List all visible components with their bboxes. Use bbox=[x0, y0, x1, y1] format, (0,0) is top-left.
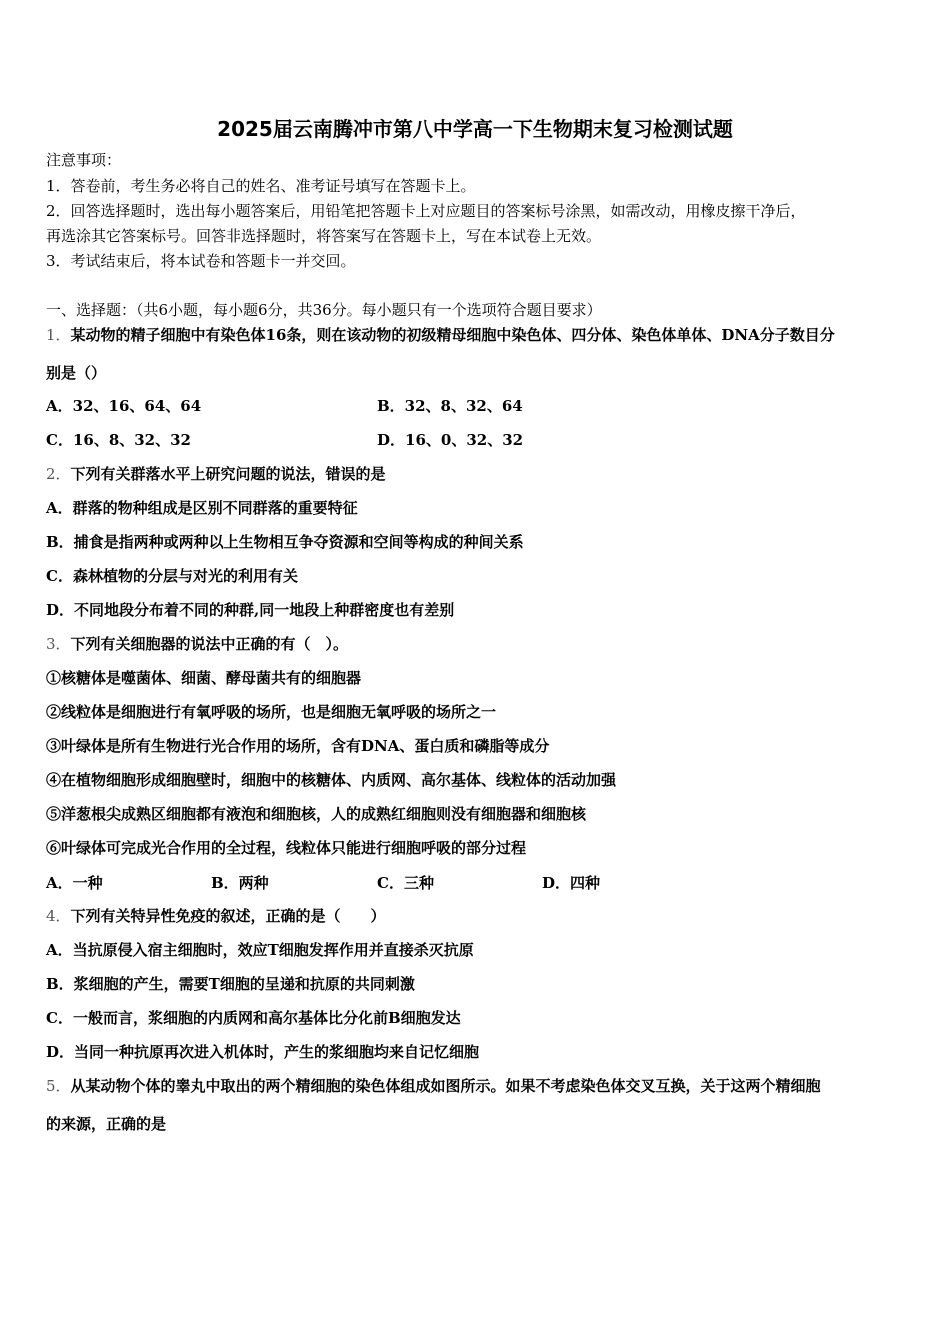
option-d: D．不同地段分布着不同的种群,同一地段上种群密度也有差别 bbox=[46, 601, 455, 619]
statement-item: ⑥叶绿体可完成光合作用的全过程，线粒体只能进行细胞呼吸的部分过程 bbox=[46, 839, 527, 857]
question-number: 3． bbox=[46, 635, 71, 653]
option-a: A．一种 bbox=[46, 874, 103, 892]
option-a: A．群落的物种组成是区别不同群落的重要特征 bbox=[46, 499, 358, 517]
question-text: 从某动物个体的睾丸中取出的两个精细胞的染色体组成如图所示。如果不考虑染色体交叉互换，关于这两个精细胞 bbox=[70, 1077, 821, 1095]
question-text-cont: 的来源，正确的是 bbox=[46, 1115, 167, 1133]
option-b: B．浆细胞的产生，需要T细胞的呈递和抗原的共同刺激 bbox=[46, 975, 415, 993]
question-number: 5． bbox=[46, 1077, 71, 1095]
statement-item: ④在植物细胞形成细胞壁时，细胞中的核糖体、内质网、高尔基体、线粒体的活动加强 bbox=[46, 771, 617, 789]
option-b: B．两种 bbox=[211, 874, 269, 892]
question-1 bbox=[46, 325, 835, 345]
question-text: 下列有关特异性免疫的叙述，正确的是（ ） bbox=[70, 907, 386, 925]
page-title: 2025届云南腾冲市第八中学高一下生物期末复习检测试题 bbox=[217, 117, 733, 141]
question-3 bbox=[46, 634, 348, 654]
option-a: A．32、16、64、64 bbox=[46, 397, 202, 415]
statement-item: ①核糖体是噬菌体、细菌、酵母菌共有的细胞器 bbox=[46, 669, 362, 687]
note-item: 再选涂其它答案标号。回答非选择题时，将答案写在答题卡上，写在本试卷上无效。 bbox=[46, 227, 602, 245]
question-text: 下列有关群落水平上研究问题的说法，错误的是 bbox=[70, 465, 386, 483]
question-text: 某动物的精子细胞中有染色体16条，则在该动物的初级精母细胞中染色体、四分体、染色体单体、DNA分子数目分 bbox=[70, 326, 835, 344]
notes-heading: 注意事项： bbox=[46, 151, 122, 169]
option-c: C．三种 bbox=[377, 874, 434, 892]
section-heading: 一、选择题：（共6小题，每小题6分，共36分。每小题只有一个选项符合题目要求） bbox=[46, 301, 602, 319]
note-item: 3．考试结束后，将本试卷和答题卡一并交回。 bbox=[46, 252, 356, 270]
option-c: C．一般而言，浆细胞的内质网和高尔基体比分化前B细胞发达 bbox=[46, 1009, 461, 1027]
question-4 bbox=[46, 906, 386, 926]
option-c: C．森林植物的分层与对光的利用有关 bbox=[46, 567, 298, 585]
statement-item: ②线粒体是细胞进行有氧呼吸的场所，也是细胞无氧呼吸的场所之一 bbox=[46, 703, 497, 721]
note-item: 1．答卷前，考生务必将自己的姓名、准考证号填写在答题卡上。 bbox=[46, 177, 476, 195]
option-b: B．捕食是指两种或两种以上生物相互争夺资源和空间等构成的种间关系 bbox=[46, 533, 524, 551]
option-b: B．32、8、32、64 bbox=[377, 397, 523, 415]
question-5 bbox=[46, 1076, 821, 1096]
question-number: 2． bbox=[46, 465, 71, 483]
note-item: 2．回答选择题时，选出每小题答案后，用铅笔把答题卡上对应题目的答案标号涂黑，如需改动，用橡皮擦干净后， bbox=[46, 202, 806, 220]
question-number: 1． bbox=[46, 326, 71, 344]
option-d: D．四种 bbox=[542, 874, 601, 892]
option-d: D．16、0、32、32 bbox=[377, 431, 524, 449]
question-text-cont: 别是（） bbox=[46, 364, 107, 382]
question-text: 下列有关细胞器的说法中正确的有（ ）。 bbox=[70, 635, 349, 653]
question-2 bbox=[46, 464, 386, 484]
option-a: A．当抗原侵入宿主细胞时，效应T细胞发挥作用并直接杀灭抗原 bbox=[46, 941, 474, 959]
option-c: C．16、8、32、32 bbox=[46, 431, 191, 449]
statement-item: ③叶绿体是所有生物进行光合作用的场所，含有DNA、蛋白质和磷脂等成分 bbox=[46, 737, 550, 755]
option-d: D．当同一种抗原再次进入机体时，产生的浆细胞均来自记忆细胞 bbox=[46, 1043, 480, 1061]
question-number: 4． bbox=[46, 907, 71, 925]
statement-item: ⑤洋葱根尖成熟区细胞都有液泡和细胞核，人的成熟红细胞则没有细胞器和细胞核 bbox=[46, 805, 587, 823]
